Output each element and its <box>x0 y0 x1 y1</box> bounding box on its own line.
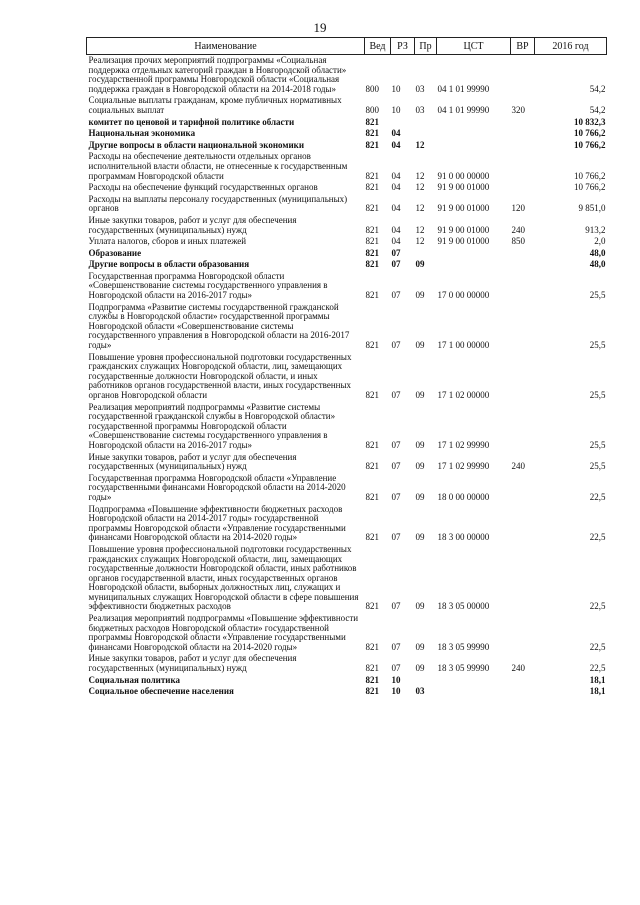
row-name-cell: Иные закупки товаров, работ и услуг для обеспечения государственных (муниципальных) нужд <box>88 451 297 472</box>
row-cst-cell <box>437 249 511 261</box>
row-ved-cell: 800 <box>365 104 379 115</box>
row-cst-cell <box>437 129 511 141</box>
row-amount-cell: 18,1 <box>589 686 606 697</box>
row-name-cell: Другие вопросы в области образования <box>88 259 250 270</box>
row-cst-cell: 91 0 00 00000 <box>437 170 490 181</box>
table-row <box>87 403 607 453</box>
table-row <box>87 183 607 195</box>
row-rz-cell: 07 <box>391 247 401 258</box>
row-name-cell: Образование <box>88 247 142 258</box>
row-name-cell: Социальная политика <box>88 674 181 685</box>
row-rz-cell: 10 <box>391 674 401 685</box>
row-pr-cell: 09 <box>415 491 425 502</box>
row-vr-cell: 120 <box>511 203 525 214</box>
row-rz-cell: 04 <box>391 128 401 139</box>
row-rz-cell: 10 <box>391 104 401 115</box>
row-ved-cell: 821 <box>365 203 379 214</box>
row-rz-cell: 07 <box>391 641 401 652</box>
row-rz-cell: 04 <box>391 170 401 181</box>
row-vr-cell: 850 <box>511 236 525 247</box>
row-pr-cell <box>415 129 437 141</box>
budget-table <box>86 37 607 699</box>
col-header-vr: ВР <box>511 38 535 55</box>
col-header-name: Наименование <box>87 38 365 55</box>
table-row <box>87 272 607 303</box>
row-ved-cell: 821 <box>365 340 379 351</box>
row-cst-cell: 17 1 02 00000 <box>437 390 490 400</box>
row-cst-cell: 04 1 01 99990 <box>437 104 490 115</box>
row-pr-cell: 12 <box>415 139 425 150</box>
row-ved-cell: 821 <box>365 663 379 674</box>
row-cst-cell: 18 3 00 00000 <box>437 532 490 543</box>
row-ved-cell: 821 <box>365 674 379 685</box>
row-name-cell: Расходы на обеспечение функций государственных органов <box>88 182 318 193</box>
row-ved-cell: 821 <box>365 461 379 472</box>
row-name-cell: Социальное обеспечение населения <box>88 686 234 697</box>
table-row <box>87 55 607 97</box>
row-name-cell: Реализация мероприятий подпрограммы «Развитие системы государственной гражданской службы в Новгородской области» государственной программы Новгородской области «Совершенствование системы государственного управления в Новгородской области на 2016-2017 годы» <box>88 401 336 450</box>
row-pr-cell: 09 <box>415 259 425 270</box>
row-cst-cell: 91 9 00 01000 <box>437 236 490 247</box>
row-pr-cell: 12 <box>415 182 425 193</box>
row-name-cell: Национальная экономика <box>88 128 196 139</box>
row-name-cell: Реализация мероприятий подпрограммы «Повышение эффективности бюджетных расходов Новгородской области» государственной программы Новгородской области «Управление государственными финансами Новгородской области на 2014-2020 годы» <box>88 613 359 652</box>
row-vr-cell <box>511 403 535 453</box>
row-pr-cell: 03 <box>415 104 425 115</box>
row-amount-cell: 2,0 <box>594 236 606 247</box>
row-vr-cell <box>511 118 535 130</box>
row-vr-cell <box>511 129 535 141</box>
row-cst-cell: 91 9 00 01000 <box>437 224 490 235</box>
table-row <box>87 654 607 675</box>
row-vr-cell <box>511 141 535 153</box>
row-pr-cell: 09 <box>415 532 425 543</box>
row-cst-cell <box>437 141 511 153</box>
row-amount-cell: 25,5 <box>589 290 606 301</box>
row-pr-cell: 09 <box>415 290 425 301</box>
row-cst-cell: 17 1 02 99990 <box>437 461 490 472</box>
row-pr-cell: 09 <box>415 601 425 612</box>
row-amount-cell: 10 832,3 <box>574 116 606 127</box>
row-pr-cell: 09 <box>415 340 425 351</box>
row-amount-cell: 22,5 <box>589 601 606 612</box>
row-pr-cell: 03 <box>415 83 425 94</box>
table-row <box>87 545 607 614</box>
row-ved-cell: 821 <box>365 439 379 450</box>
row-name-cell: комитет по ценовой и тарифной политике области <box>88 116 295 127</box>
row-name-cell: Подпрограмма «Развитие системы государственной гражданской службы в Новгородской области» государственной программы Новгородской области «Совершенствование системы государственного управления в Новгородской области на 2016-2017 годы» <box>88 301 350 351</box>
row-rz-cell: 07 <box>391 663 401 674</box>
row-vr-cell <box>511 303 535 353</box>
row-rz-cell: 07 <box>391 340 401 351</box>
row-cst-cell: 18 0 00 00000 <box>437 491 490 502</box>
row-rz-cell: 04 <box>391 203 401 214</box>
row-ved-cell: 821 <box>365 236 379 247</box>
row-name-cell: Государственная программа Новгородской области «Управление государственными финансами Новгородской области на 2014-2020 годы» <box>88 472 346 502</box>
row-amount-cell: 18,1 <box>589 674 606 685</box>
row-pr-cell: 12 <box>415 203 425 214</box>
page-number: 19 <box>313 20 327 35</box>
col-header-pr: Пр <box>415 38 437 55</box>
row-cst-cell: 17 1 02 99990 <box>437 439 490 450</box>
row-amount-cell: 25,5 <box>589 390 606 400</box>
row-ved-cell: 821 <box>365 139 379 150</box>
row-ved-cell: 821 <box>365 128 379 139</box>
row-ved-cell: 821 <box>365 532 379 543</box>
row-pr-cell: 09 <box>415 663 425 674</box>
row-cst-cell: 91 9 00 01000 <box>437 203 490 214</box>
row-cst-cell: 17 1 00 00000 <box>437 340 490 351</box>
row-amount-cell: 9 851,0 <box>578 203 606 214</box>
row-rz-cell: 10 <box>391 686 401 697</box>
row-ved-cell: 821 <box>365 247 379 258</box>
row-cst-cell: 18 3 05 99990 <box>437 663 490 674</box>
row-rz-cell: 04 <box>391 182 401 193</box>
table-row <box>87 96 607 117</box>
row-vr-cell <box>511 260 535 272</box>
table-row <box>87 195 607 216</box>
row-rz-cell: 07 <box>391 461 401 472</box>
row-amount-cell: 10 766,2 <box>574 128 606 139</box>
row-vr-cell: 240 <box>511 224 525 235</box>
row-amount-cell: 10 766,2 <box>574 139 606 150</box>
row-rz-cell: 07 <box>391 290 401 301</box>
row-name-cell: Повышение уровня профессиональной подготовки государственных гражданских служащих Новгородской области, лиц, замещающих государственные должности Новгородской области, иных работников органов государственной власти, иных государственных органов Новгородской области, выборных должностных лиц, служащих и муниципальных служащих Новгородской области в сфере повышения эффективности бюджетных расходов <box>88 543 359 612</box>
table-row <box>87 216 607 237</box>
row-name-cell: Расходы на обеспечение деятельности отдельных органов исполнительной власти области, не отнесенные к государственным программам Новгородской области <box>88 151 348 181</box>
row-vr-cell <box>511 474 535 505</box>
row-rz-cell: 04 <box>391 139 401 150</box>
row-ved-cell: 821 <box>365 224 379 235</box>
table-row <box>87 687 607 699</box>
table-body <box>87 55 607 699</box>
row-vr-cell <box>511 545 535 614</box>
row-cst-cell: 17 0 00 00000 <box>437 290 490 301</box>
row-name-cell: Иные закупки товаров, работ и услуг для обеспечения государственных (муниципальных) нужд <box>88 214 297 235</box>
row-pr-cell <box>415 118 437 130</box>
table-header-row <box>87 38 607 55</box>
row-cst-cell: 04 1 01 99990 <box>437 83 490 94</box>
table-row <box>87 505 607 545</box>
row-amount-cell: 10 766,2 <box>574 170 606 181</box>
row-vr-cell <box>511 676 535 688</box>
row-amount-cell: 22,5 <box>589 663 606 674</box>
row-cst-cell <box>437 687 511 699</box>
row-vr-cell <box>511 152 535 183</box>
row-ved-cell: 821 <box>365 259 379 270</box>
row-pr-cell: 09 <box>415 390 425 400</box>
row-name-cell: Социальные выплаты гражданам, кроме публичных нормативных социальных выплат <box>88 95 342 115</box>
row-vr-cell <box>511 505 535 545</box>
row-rz-cell: 07 <box>391 390 401 400</box>
row-cst-cell <box>437 676 511 688</box>
row-pr-cell: 03 <box>415 686 425 697</box>
table-row <box>87 453 607 474</box>
col-header-year: 2016 год <box>535 38 607 55</box>
row-rz-cell: 07 <box>391 532 401 543</box>
row-name-cell: Повышение уровня профессиональной подготовки государственных гражданских служащих Новгородской области, лиц, замещающих государственные должности Новгородской области, и иных работников органов государственной власти, иных государственных органов Новгородской области <box>88 351 352 400</box>
row-ved-cell: 821 <box>365 116 379 127</box>
row-name-cell: Подпрограмма «Повышение эффективности бюджетных расходов Новгородской области на 2014-2017 годы» государственной программы Новгородской области «Управление государственными финансами Новгородской области на 2014-2020 годы» <box>88 503 346 543</box>
row-pr-cell: 12 <box>415 224 425 235</box>
row-ved-cell: 821 <box>365 686 379 697</box>
row-name-cell: Государственная программа Новгородской области «Совершенствование системы государственного управления в Новгородской области на 2016-2017 годы» <box>88 270 328 301</box>
table-row <box>87 474 607 505</box>
row-amount-cell: 54,2 <box>589 83 606 94</box>
row-rz-cell: 07 <box>391 259 401 270</box>
row-amount-cell: 10 766,2 <box>574 182 606 193</box>
row-amount-cell: 54,2 <box>589 104 606 115</box>
row-pr-cell: 09 <box>415 641 425 652</box>
row-name-cell: Уплата налогов, сборов и иных платежей <box>88 236 247 247</box>
table-row <box>87 303 607 353</box>
row-pr-cell: 09 <box>415 461 425 472</box>
row-ved-cell: 821 <box>365 390 379 400</box>
row-amount-cell: 25,5 <box>589 439 606 450</box>
row-pr-cell: 12 <box>415 236 425 247</box>
row-vr-cell <box>511 272 535 303</box>
row-amount-cell: 25,5 <box>589 461 606 472</box>
table-row <box>87 152 607 183</box>
col-header-ved: Вед <box>365 38 391 55</box>
row-amount-cell: 25,5 <box>589 340 606 351</box>
row-ved-cell: 821 <box>365 182 379 193</box>
row-ved-cell: 821 <box>365 601 379 612</box>
row-cst-cell <box>437 260 511 272</box>
row-vr-cell <box>511 249 535 261</box>
row-amount-cell: 22,5 <box>589 641 606 652</box>
table-row <box>87 614 607 654</box>
col-header-cst: ЦСТ <box>437 38 511 55</box>
row-amount-cell: 22,5 <box>589 532 606 543</box>
row-vr-cell <box>511 687 535 699</box>
row-ved-cell: 800 <box>365 83 379 94</box>
row-rz-cell: 07 <box>391 491 401 502</box>
row-amount-cell: 22,5 <box>589 491 606 502</box>
row-pr-cell: 12 <box>415 170 425 181</box>
row-vr-cell <box>511 183 535 195</box>
row-name-cell: Расходы на выплаты персоналу государственных (муниципальных) органов <box>88 193 348 214</box>
row-name-cell: Иные закупки товаров, работ и услуг для обеспечения государственных (муниципальных) нужд <box>88 653 297 674</box>
table-row <box>87 237 607 249</box>
col-header-rz: РЗ <box>391 38 415 55</box>
table-row <box>87 129 607 141</box>
row-vr-cell: 240 <box>511 461 525 472</box>
row-pr-cell: 09 <box>415 439 425 450</box>
row-name-cell: Другие вопросы в области национальной экономики <box>88 139 305 150</box>
row-vr-cell <box>511 55 535 97</box>
row-ved-cell: 821 <box>365 170 379 181</box>
row-rz-cell: 04 <box>391 236 401 247</box>
row-amount-cell: 48,0 <box>589 259 606 270</box>
row-cst-cell: 18 3 05 00000 <box>437 601 490 612</box>
row-rz-cell: 07 <box>391 601 401 612</box>
row-amount-cell: 913,2 <box>585 224 606 235</box>
row-ved-cell: 821 <box>365 641 379 652</box>
row-cst-cell: 18 3 05 99990 <box>437 641 490 652</box>
row-vr-cell <box>511 614 535 654</box>
row-vr-cell: 240 <box>511 663 525 674</box>
row-ved-cell: 821 <box>365 290 379 301</box>
row-rz-cell: 10 <box>391 83 401 94</box>
row-cst-cell <box>437 118 511 130</box>
row-name-cell: Реализация прочих мероприятий подпрограммы «Социальная поддержка отдельных категорий граждан в Новгородской области» государственной программы Новгородской области «Социальная поддержка граждан в Новгородской области на 2014-2018 годы» <box>88 55 347 94</box>
row-cst-cell: 91 9 00 01000 <box>437 182 490 193</box>
row-amount-cell: 48,0 <box>589 247 606 258</box>
row-rz-cell: 04 <box>391 224 401 235</box>
row-rz-cell: 07 <box>391 439 401 450</box>
table-row <box>87 353 607 403</box>
row-vr-cell <box>511 353 535 403</box>
row-vr-cell: 320 <box>511 104 525 115</box>
row-ved-cell: 821 <box>365 491 379 502</box>
